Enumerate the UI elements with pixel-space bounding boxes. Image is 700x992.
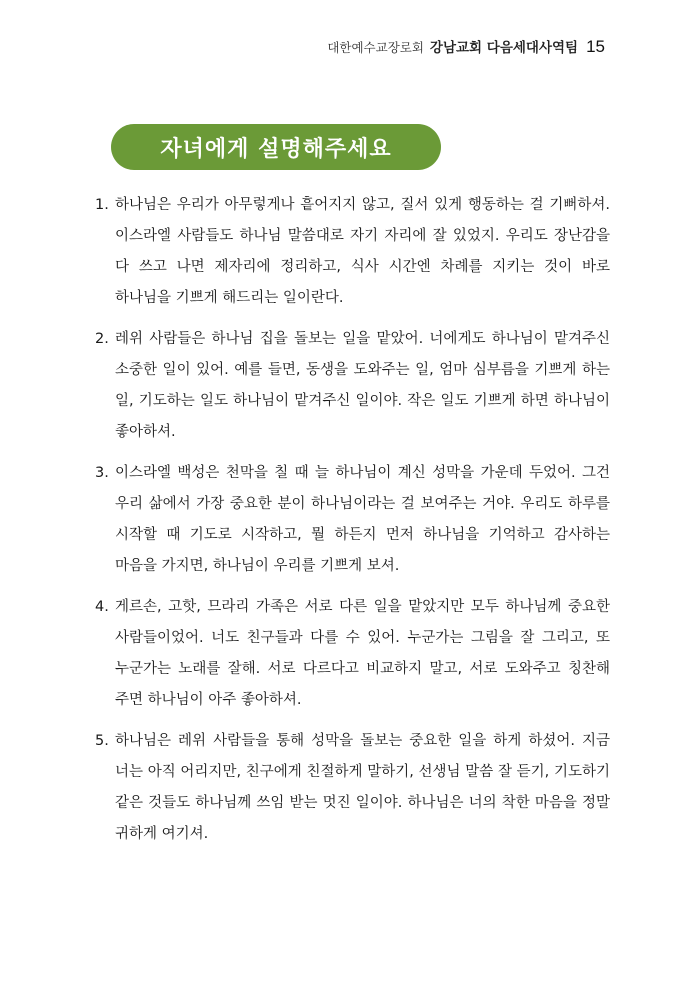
header-org-name: 대한예수교장로회 [327, 40, 424, 55]
item-number: 3. [95, 465, 109, 481]
list-item [95, 190, 610, 314]
list-item [95, 458, 610, 582]
page-number: 15 [586, 37, 605, 56]
item-text: 하나님은 우리가 아무렇게나 흩어지지 않고, 질서 있게 행동하는 걸 기뻐하셔. 이스라엘 사람들도 하나님 말씀대로 자기 자리에 잘 있었지. 우리도 장난감을 다 쓰고 나면 제자리에 정리하고, 식사 시간엔 차례를 지키는 것이 바로 하나님을 기쁘게 해드리는 일이란다. [115, 197, 610, 306]
item-number: 4. [95, 599, 109, 615]
item-text: 레위 사람들은 하나님 집을 돌보는 일을 맡았어. 너에게도 하나님이 맡겨주신 소중한 일이 있어. 예를 들면, 동생을 도와주는 일, 엄마 심부름을 기쁘게 하는 일, 기도하는 일도 하나님이 맡겨주신 일이야. 작은 일도 기쁘게 하면 하나님이 좋아하셔. [115, 331, 610, 440]
item-number: 2. [95, 331, 109, 347]
item-text: 게르손, 고핫, 므라리 가족은 서로 다른 일을 맡았지만 모두 하나님께 중요한 사람들이었어. 너도 친구들과 다를 수 있어. 누군가는 그림을 잘 그리고, 또 누군가는 노래를 잘해. 서로 다르다고 비교하지 말고, 서로 도와주고 칭찬해 주면 하나님이 아주 좋아하셔. [115, 599, 610, 708]
explanation-list [95, 190, 610, 860]
list-item [95, 592, 610, 716]
list-item [95, 726, 610, 850]
page-header [327, 36, 605, 57]
list-item [95, 324, 610, 448]
section-title-banner [111, 124, 441, 170]
section-title: 자녀에게 설명해주세요 [160, 136, 392, 162]
item-number: 5. [95, 733, 109, 749]
item-text: 이스라엘 백성은 천막을 칠 때 늘 하나님이 계신 성막을 가운데 두었어. 그건 우리 삶에서 가장 중요한 분이 하나님이라는 걸 보여주는 거야. 우리도 하루를 시작할 때 기도로 시작하고, 뭘 하든지 먼저 하나님을 기억하고 감사하는 마음을 가지면, 하나님이 우리를 기쁘게 보셔. [115, 465, 610, 574]
header-team-name: 강남교회 다음세대사역팀 [429, 40, 579, 56]
item-text: 하나님은 레위 사람들을 통해 성막을 돌보는 중요한 일을 하게 하셨어. 지금 너는 아직 어리지만, 친구에게 친절하게 말하기, 선생님 말씀 잘 듣기, 기도하기 같은 것들도 하나님께 쓰임 받는 멋진 일이야. 하나님은 너의 착한 마음을 정말 귀하게 여기셔. [115, 733, 610, 842]
item-number: 1. [95, 197, 109, 213]
